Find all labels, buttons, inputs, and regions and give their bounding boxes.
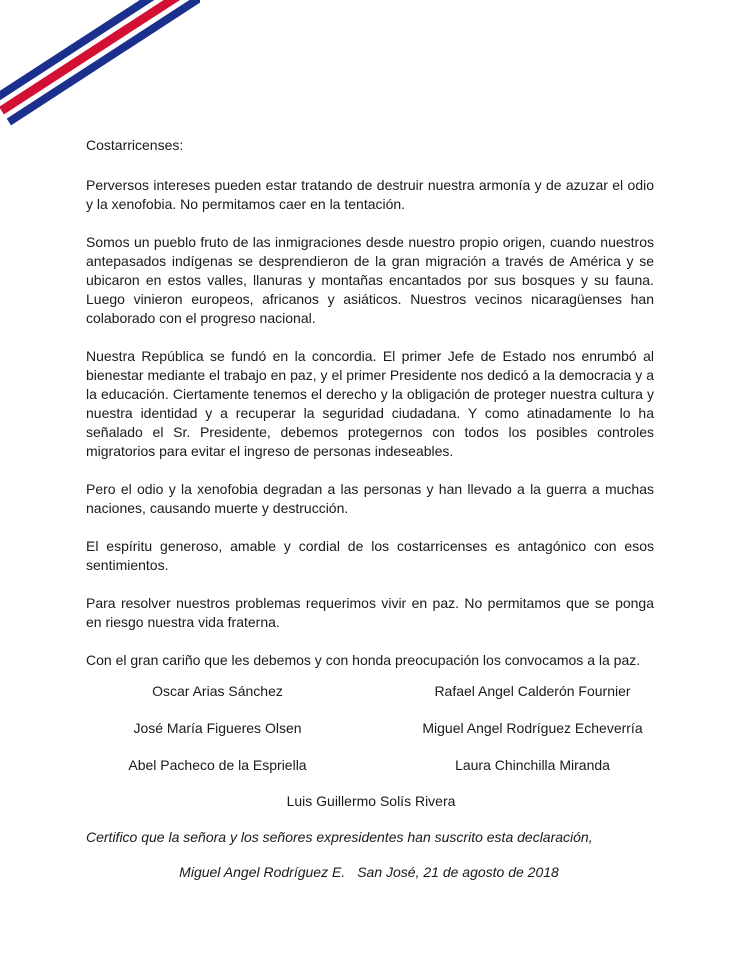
signatory-row xyxy=(60,757,690,794)
signatory-name: José María Figueres Olsen xyxy=(133,720,302,736)
signatory-name: Oscar Arias Sánchez xyxy=(152,683,283,699)
closing-signer: Miguel Angel Rodríguez E. xyxy=(179,864,346,880)
costa-rica-flag-ribbon xyxy=(0,0,200,140)
letter-greeting: Costarricenses: xyxy=(86,137,184,153)
certification-statement: Certifico que la señora y los señores expresidentes han suscrito esta declaración, xyxy=(86,829,593,845)
signatory-name: Laura Chinchilla Miranda xyxy=(455,757,610,773)
paragraph-7: Con el gran cariño que les debemos y con honda preocupación los convocamos a la paz. xyxy=(86,652,641,668)
paragraph-1: Perversos intereses pueden estar tratando de destruir nuestra armonía y de azuzar el odio y la xenofobia. No permitamos caer en la tentación. xyxy=(86,177,654,212)
signatory-row xyxy=(60,683,690,720)
flag-stripe-blue-bottom xyxy=(7,0,200,125)
signatory-name: Miguel Angel Rodríguez Echeverría xyxy=(422,720,643,736)
signatory-name-last: Luis Guillermo Solís Rivera xyxy=(286,793,456,809)
paragraph-4: Pero el odio y la xenofobia degradan a las personas y han llevado a la guerra a muchas naciones, causando muerte y destrucción. xyxy=(86,481,654,516)
signatories-grid xyxy=(60,683,690,794)
signatory-name: Rafael Angel Calderón Fournier xyxy=(434,683,631,699)
paragraph-2: Somos un pueblo fruto de las inmigraciones desde nuestro propio origen, cuando nuestros antepasados indígenas se desprendieron de la gran migración a través de América y se ubicaron en estos valles, llanuras y montañas encantados por sus bosques y su fauna. Luego vinieron europeos, africanos y asiáticos. Nuestros vecinos nicaragüenses han colaborado con el progreso nacional. xyxy=(86,234,654,326)
closing-place-date: San José, 21 de agosto de 2018 xyxy=(357,864,559,880)
paragraph-6: Para resolver nuestros problemas requerimos vivir en paz. No permitamos que se ponga en riesgo nuestra vida fraterna. xyxy=(86,595,654,630)
closing-line xyxy=(0,864,738,880)
letter-body xyxy=(86,136,654,670)
paragraph-3: Nuestra República se fundó en la concordia. El primer Jefe de Estado nos enrumbó al bienestar mediante el trabajo en paz, y el primer Presidente nos dedicó a la democracia y a la educación. Ciertamente tenemos el derecho y la obligación de proteger nuestra cultura y nuestra identidad y a recuperar la seguridad ciudadana. Y como atinadamente lo ha señalado el Sr. Presidente, debemos protegernos con todos los posibles controles migratorios para evitar el ingreso de personas indeseables. xyxy=(86,348,654,459)
paragraph-5: El espíritu generoso, amable y cordial de los costarricenses es antagónico con esos sentimientos. xyxy=(86,538,654,573)
signatory-row xyxy=(60,720,690,757)
signatory-name: Abel Pacheco de la Espriella xyxy=(128,757,307,773)
